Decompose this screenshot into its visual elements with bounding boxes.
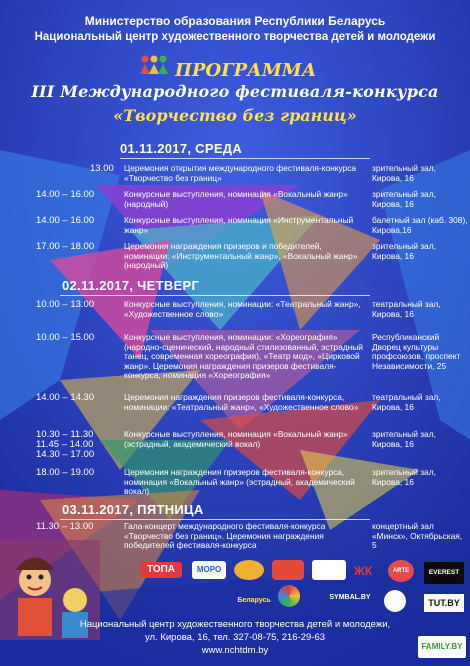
event-description: Конкурсные выступления, номинации: «Театральный жанр», «Художественное слово» [124, 299, 361, 319]
footer-address: ул. Кирова, 16, тел. 327-08-75, 216-29-63 [144, 632, 326, 643]
event-place: балетный зал (каб. 308), Кирова,16 [372, 215, 468, 235]
sponsor-logo: Беларусь [237, 597, 271, 604]
sponsor-logo: ЖК [353, 564, 373, 578]
event-place: театральный зал, Кирова, 16 [372, 392, 441, 412]
footer-organization: Национальный центр художественного творчества детей и молодежи, [79, 619, 391, 630]
event-place: зрительный зал, Кирова, 16 [372, 189, 436, 209]
sponsor-badge-icon [272, 560, 304, 580]
sponsor-badge-icon [234, 560, 264, 580]
sponsor-logo: ARTE [388, 560, 414, 582]
event-description: Конкурсные выступления, номинация «Инструментальный жанр» [124, 215, 354, 235]
event-place: Республиканский Дворец культуры профсоюзов, проспект Независимости, 25 [372, 332, 461, 371]
event-time: 10.30 – 11.30 11.45 – 14.00 14.30 – 17.00 [36, 429, 95, 460]
festival-logo-icon [138, 54, 170, 76]
event-time: 18.00 – 19.00 [36, 467, 95, 478]
event-place: театральный зал, Кирова, 16 [372, 299, 441, 319]
event-time: 14.00 – 16.00 [36, 215, 95, 226]
sponsor-logo: EVEREST [424, 562, 464, 584]
sponsor-logo: SYMBAL.BY [329, 594, 371, 601]
sponsor-badge-icon [312, 560, 346, 580]
event-time: 10.00 – 13.00 [36, 299, 95, 310]
sponsor-badge-icon [278, 585, 300, 607]
sponsor-logo: TUT.BY [424, 594, 464, 612]
festival-title: III Международного фестиваля-конкурса [31, 82, 439, 101]
event-description: Конкурсные выступления, номинация «Вокальный жанр» (эстрадный, академический вокал) [124, 429, 348, 449]
event-place: зрительный зал, Кирова, 16 [372, 163, 436, 183]
divider [60, 295, 370, 296]
event-description: Церемония награждения призеров фестиваля-конкурса, номинация «Вокальный жанр» (эстрадный, академический вокал) [124, 467, 355, 497]
sponsor-logo: ТОПА [140, 562, 182, 578]
ministry-title: Министерство образования Республики Беларусь [84, 14, 386, 28]
event-description: Церемония открытия международного фестиваля-конкурса «Творчество без границ» [124, 163, 357, 183]
center-title: Национальный центр художественного творчества детей и молодежи [34, 31, 436, 43]
sponsor-logo: МОРО [192, 561, 226, 579]
event-time: 13.00 [90, 163, 114, 174]
event-time: 14.00 – 16.00 [36, 189, 95, 200]
divider [120, 158, 370, 159]
event-description: Конкурсные выступления, номинации: «Хореография» (народно-сценический, народный стилизованный, эстрадный танец, современная хореография), «Театр мод», «Цирковой жанр». Церемония награждения призеров фестиваля-конкурса, номинация «Хореография» [124, 332, 363, 381]
event-place: зрительный зал, Кирова, 16 [372, 241, 436, 261]
event-place: концертный зал «Минск», Октябрьская, 5 [372, 521, 463, 551]
event-time: 14.00 – 14.30 [36, 392, 95, 403]
sponsor-badge-icon [384, 590, 406, 612]
event-description: Гала-концерт международного фестиваля-конкурса «Творчество без границ». Церемония награждения победителей фестиваля-конкурса [124, 521, 326, 551]
event-description: Церемония награждения призеров фестиваля-конкурса, номинации: «Театральный жанр», «Художественное слово» [124, 392, 359, 412]
event-time: 10.00 – 15.00 [36, 332, 95, 343]
festival-slogan: «Творчество без границ» [113, 106, 357, 125]
event-time: 17.00 – 18.00 [36, 241, 95, 252]
event-description: Конкурсные выступления, номинация «Вокальный жанр» (народный) [124, 189, 348, 209]
footer-website-link[interactable]: www.nchtdm.by [201, 645, 269, 656]
day-3-date: 03.11.2017, ПЯТНИЦА [62, 502, 204, 517]
event-time: 11.30 – 13.00 [36, 521, 94, 532]
sponsor-logo: FAMILY.BY [418, 636, 466, 658]
event-place: зрительный зал, Кирова, 16 [372, 467, 436, 487]
day-1-date: 01.11.2017, СРЕДА [120, 141, 243, 156]
event-description: Церемония награждения призеров и победителей, номинации: «Инструментальный жанр», «Вокальный жанр» (народный) [124, 241, 358, 271]
day-2-date: 02.11.2017, ЧЕТВЕРГ [62, 278, 200, 293]
event-place: зрительный зал, Кирова, 16 [372, 429, 436, 449]
divider [60, 519, 370, 520]
program-heading: ПРОГРАММА [175, 60, 317, 81]
